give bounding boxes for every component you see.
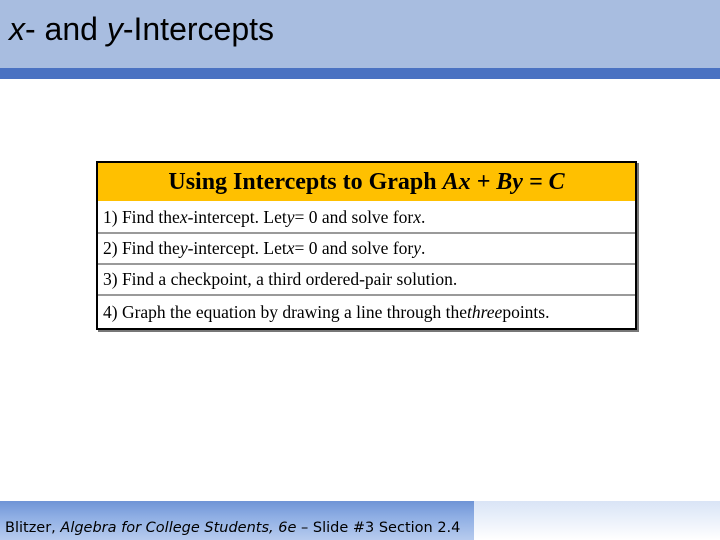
step-1-period: . bbox=[421, 207, 426, 227]
steps-table bbox=[96, 161, 637, 330]
step-2-var-x: x bbox=[286, 238, 295, 258]
footer-book-title: Algebra for College Students, 6e bbox=[60, 520, 297, 536]
title-x-var: x bbox=[9, 11, 25, 47]
step-row-1 bbox=[98, 203, 635, 234]
step-2-var-y2: y bbox=[413, 238, 422, 258]
header-equation: Ax + By = C bbox=[442, 168, 565, 195]
title-y-var: y bbox=[106, 11, 123, 47]
step-row-2 bbox=[98, 234, 635, 265]
slide-title bbox=[9, 12, 274, 47]
footer-author: Blitzer, bbox=[5, 520, 61, 536]
step-1-text-e: = 0 and solve for bbox=[294, 207, 414, 227]
step-1-var-x: x bbox=[179, 207, 188, 227]
title-intercepts: -Intercepts bbox=[122, 11, 274, 47]
steps-table-header bbox=[98, 163, 635, 203]
step-4-text-a: 4) Graph the equation by drawing a line through the bbox=[103, 301, 467, 322]
step-2-text-c: -intercept. Let bbox=[187, 238, 287, 258]
step-row-3 bbox=[98, 265, 635, 296]
step-2-text-e: = 0 and solve for bbox=[294, 238, 414, 258]
step-4-text-c: points. bbox=[502, 301, 550, 322]
footer-light-panel bbox=[474, 501, 720, 540]
step-1-text-c: -intercept. Let bbox=[187, 207, 287, 227]
slide-title-bar bbox=[0, 0, 720, 68]
footer-citation bbox=[5, 520, 460, 536]
step-2-var-y: y bbox=[179, 238, 188, 258]
step-3-text: 3) Find a checkpoint, a third ordered-pair solution. bbox=[103, 269, 458, 289]
header-prefix: Using Intercepts to Graph bbox=[168, 168, 437, 195]
title-divider bbox=[0, 68, 720, 79]
step-1-var-x2: x bbox=[413, 207, 422, 227]
step-row-4 bbox=[98, 296, 635, 328]
step-2-text-a: 2) Find the bbox=[103, 238, 180, 258]
step-1-var-y: y bbox=[286, 207, 295, 227]
step-2-period: . bbox=[421, 238, 426, 258]
step-1-text-a: 1) Find the bbox=[103, 207, 180, 227]
title-and: - and bbox=[25, 11, 107, 47]
step-4-emphasis: three bbox=[467, 301, 503, 322]
footer-slide-info: – Slide #3 Section 2.4 bbox=[296, 520, 461, 536]
